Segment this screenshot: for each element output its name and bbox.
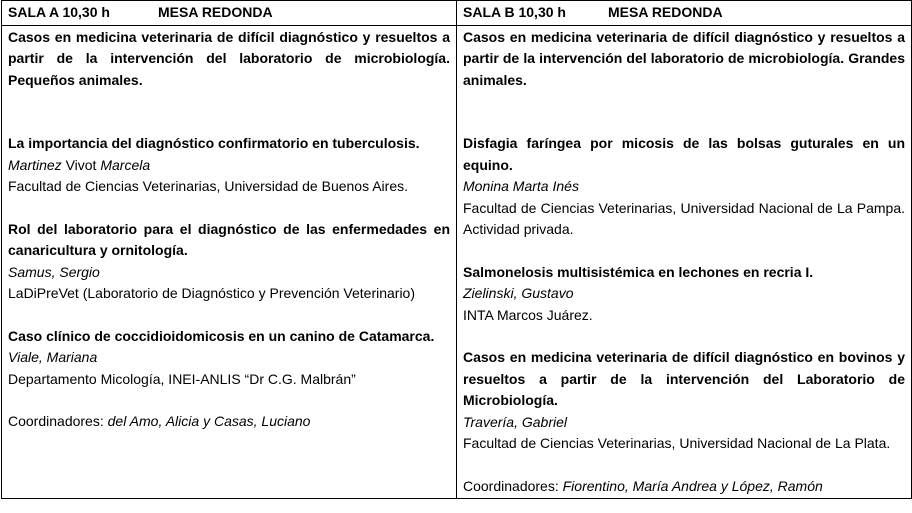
sala-b-intro: Casos en medicina veterinaria de difícil diagnóstico y resueltos a partir de la intervención del laboratorio de microbiología. Grandes animales. (463, 28, 905, 88)
talk-item (463, 262, 905, 327)
sala-b-type: MESA REDONDA (608, 4, 723, 20)
talk-speaker: Martinez (8, 156, 62, 173)
talk-title: Rol del laboratorio para el diagnóstico de las enfermedades en canaricultura y ornitología. (8, 220, 450, 258)
sala-a-intro: Casos en medicina veterinaria de difícil diagnóstico y resueltos a partir de la intervención del laboratorio de microbiología. Pequeños animales. (8, 28, 450, 88)
talk-title: Salmonelosis multisistémica en lechones en recria I. (463, 263, 814, 280)
talk-item (463, 133, 905, 241)
coord-names: Fiorentino, María Andrea y López, Ramón (562, 477, 823, 494)
talk-title: Disfagia faríngea por micosis de las bolsas guturales en un equino. (463, 135, 905, 173)
sala-b-label: SALA B 10,30 h (463, 4, 566, 20)
sala-a-coordinators (8, 411, 450, 433)
talk-institution: Facultad de Ciencias Veterinarias, Universidad Nacional de La Pampa. Actividad privada. (463, 199, 905, 237)
sala-b-header (457, 1, 912, 26)
talk-institution: INTA Marcos Juárez. (463, 306, 593, 323)
talk-item (463, 347, 905, 455)
sala-b-coordinators (463, 476, 905, 498)
talk-institution: LaDiPreVet (Laboratorio de Diagnóstico y Prevención Veterinario) (8, 285, 416, 301)
talk-speaker: Viale, Mariana (8, 349, 98, 365)
coord-names: del Amo, Alicia y Casas, Luciano (107, 413, 311, 429)
content-row (2, 25, 912, 499)
talk-institution: Facultad de Ciencias Veterinarias, Universidad de Buenos Aires. (8, 178, 408, 194)
talk-speaker: Zielinski, Gustavo (463, 285, 574, 301)
talk-title: Casos en medicina veterinaria de difícil diagnóstico en bovinos y resueltos a partir de la intervención del Laboratorio de Microbiología. (463, 349, 905, 408)
program-table (1, 0, 912, 499)
sala-a-header (2, 1, 457, 26)
talk-speaker: Monina Marta Inés (463, 178, 579, 194)
sala-a-label: SALA A 10,30 h (8, 4, 110, 20)
sala-a-content (2, 25, 457, 499)
talk-item (8, 326, 450, 391)
coord-label: Coordinadores: (8, 413, 104, 429)
talk-speaker: Samus, Sergio (8, 263, 100, 280)
talk-speaker: Travería, Gabriel (463, 413, 567, 430)
talk-speaker-rest: Vivot (65, 156, 97, 173)
sala-a-type: MESA REDONDA (158, 4, 273, 20)
header-row (2, 1, 912, 26)
coord-label: Coordinadores: (463, 477, 559, 494)
talk-speaker-line (8, 155, 450, 177)
talk-item (8, 133, 450, 198)
talk-speaker-last: Marcela (100, 156, 151, 173)
talk-title: Caso clínico de coccidioidomicosis en un canino de Catamarca. (8, 327, 435, 344)
talk-item (8, 219, 450, 305)
talk-title: La importancia del diagnóstico confirmatorio en tuberculosis. (8, 135, 420, 151)
sala-b-content (457, 25, 912, 499)
talk-institution: Facultad de Ciencias Veterinarias, Universidad Nacional de La Plata. (463, 435, 891, 451)
talk-institution: Departamento Micología, INEI-ANLIS “Dr C.G. Malbrán” (8, 370, 356, 387)
